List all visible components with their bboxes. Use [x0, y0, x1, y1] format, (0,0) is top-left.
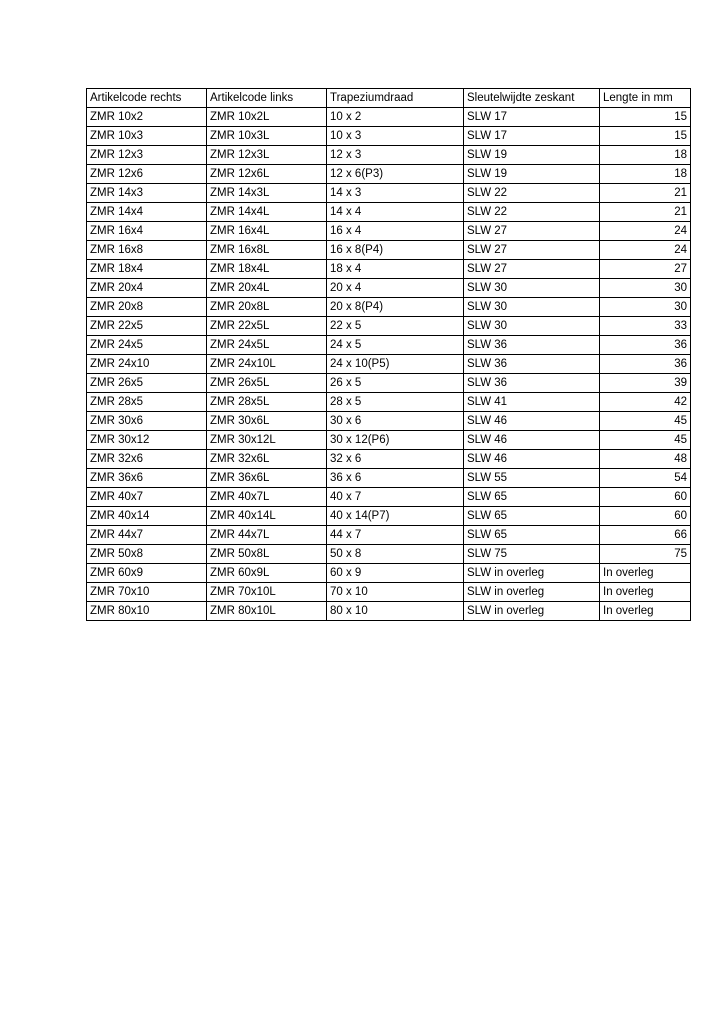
cell-sleutelwijdte: SLW 17: [464, 127, 600, 146]
cell-artikelcode-rechts: ZMR 40x7: [87, 488, 207, 507]
table-row: [87, 583, 691, 602]
cell-sleutelwijdte: SLW 30: [464, 279, 600, 298]
cell-trapeziumdraad: 30 x 6: [327, 412, 464, 431]
cell-artikelcode-rechts: ZMR 10x3: [87, 127, 207, 146]
table-row: [87, 127, 691, 146]
cell-artikelcode-rechts: ZMR 40x14: [87, 507, 207, 526]
cell-sleutelwijdte: SLW in overleg: [464, 583, 600, 602]
table-row: [87, 203, 691, 222]
table-body: [87, 108, 691, 621]
cell-artikelcode-rechts: ZMR 22x5: [87, 317, 207, 336]
cell-lengte: 24: [600, 241, 691, 260]
cell-artikelcode-links: ZMR 24x10L: [207, 355, 327, 374]
cell-trapeziumdraad: 32 x 6: [327, 450, 464, 469]
cell-lengte: 66: [600, 526, 691, 545]
cell-trapeziumdraad: 24 x 10(P5): [327, 355, 464, 374]
cell-artikelcode-rechts: ZMR 20x4: [87, 279, 207, 298]
cell-trapeziumdraad: 80 x 10: [327, 602, 464, 621]
cell-trapeziumdraad: 10 x 3: [327, 127, 464, 146]
cell-lengte: 60: [600, 507, 691, 526]
cell-sleutelwijdte: SLW 22: [464, 184, 600, 203]
cell-artikelcode-rechts: ZMR 18x4: [87, 260, 207, 279]
cell-sleutelwijdte: SLW 30: [464, 317, 600, 336]
cell-trapeziumdraad: 22 x 5: [327, 317, 464, 336]
cell-artikelcode-rechts: ZMR 14x3: [87, 184, 207, 203]
table-row: [87, 146, 691, 165]
cell-lengte: 39: [600, 374, 691, 393]
cell-lengte: 45: [600, 431, 691, 450]
cell-artikelcode-rechts: ZMR 24x10: [87, 355, 207, 374]
cell-trapeziumdraad: 26 x 5: [327, 374, 464, 393]
cell-artikelcode-links: ZMR 60x9L: [207, 564, 327, 583]
table-row: [87, 412, 691, 431]
cell-sleutelwijdte: SLW 27: [464, 222, 600, 241]
cell-artikelcode-rechts: ZMR 12x6: [87, 165, 207, 184]
header-trapeziumdraad: Trapeziumdraad: [327, 89, 464, 108]
cell-artikelcode-links: ZMR 32x6L: [207, 450, 327, 469]
cell-sleutelwijdte: SLW 27: [464, 260, 600, 279]
header-lengte: Lengte in mm: [600, 89, 691, 108]
cell-artikelcode-links: ZMR 12x6L: [207, 165, 327, 184]
cell-sleutelwijdte: SLW 65: [464, 526, 600, 545]
cell-artikelcode-rechts: ZMR 16x8: [87, 241, 207, 260]
cell-lengte: 36: [600, 336, 691, 355]
cell-lengte: 36: [600, 355, 691, 374]
cell-lengte: 18: [600, 165, 691, 184]
cell-artikelcode-links: ZMR 30x12L: [207, 431, 327, 450]
cell-lengte: In overleg: [600, 602, 691, 621]
cell-trapeziumdraad: 36 x 6: [327, 469, 464, 488]
cell-sleutelwijdte: SLW 36: [464, 355, 600, 374]
cell-trapeziumdraad: 28 x 5: [327, 393, 464, 412]
cell-artikelcode-links: ZMR 50x8L: [207, 545, 327, 564]
cell-lengte: 18: [600, 146, 691, 165]
cell-artikelcode-links: ZMR 12x3L: [207, 146, 327, 165]
cell-trapeziumdraad: 16 x 4: [327, 222, 464, 241]
cell-artikelcode-rechts: ZMR 60x9: [87, 564, 207, 583]
cell-lengte: 15: [600, 108, 691, 127]
table-row: [87, 450, 691, 469]
table-header: [87, 89, 691, 108]
cell-trapeziumdraad: 44 x 7: [327, 526, 464, 545]
cell-trapeziumdraad: 20 x 4: [327, 279, 464, 298]
table-row: [87, 184, 691, 203]
cell-sleutelwijdte: SLW 30: [464, 298, 600, 317]
cell-artikelcode-links: ZMR 14x4L: [207, 203, 327, 222]
cell-lengte: 30: [600, 298, 691, 317]
cell-sleutelwijdte: SLW 55: [464, 469, 600, 488]
cell-artikelcode-rechts: ZMR 50x8: [87, 545, 207, 564]
cell-artikelcode-rechts: ZMR 36x6: [87, 469, 207, 488]
cell-trapeziumdraad: 50 x 8: [327, 545, 464, 564]
table-row: [87, 526, 691, 545]
cell-artikelcode-links: ZMR 10x3L: [207, 127, 327, 146]
cell-trapeziumdraad: 70 x 10: [327, 583, 464, 602]
cell-artikelcode-rechts: ZMR 10x2: [87, 108, 207, 127]
cell-sleutelwijdte: SLW 65: [464, 507, 600, 526]
cell-trapeziumdraad: 20 x 8(P4): [327, 298, 464, 317]
cell-trapeziumdraad: 10 x 2: [327, 108, 464, 127]
cell-sleutelwijdte: SLW 36: [464, 336, 600, 355]
cell-artikelcode-rechts: ZMR 32x6: [87, 450, 207, 469]
cell-sleutelwijdte: SLW 36: [464, 374, 600, 393]
cell-artikelcode-rechts: ZMR 26x5: [87, 374, 207, 393]
cell-artikelcode-rechts: ZMR 30x6: [87, 412, 207, 431]
cell-artikelcode-rechts: ZMR 70x10: [87, 583, 207, 602]
cell-sleutelwijdte: SLW 22: [464, 203, 600, 222]
cell-sleutelwijdte: SLW in overleg: [464, 602, 600, 621]
cell-trapeziumdraad: 12 x 6(P3): [327, 165, 464, 184]
table-row: [87, 393, 691, 412]
cell-artikelcode-links: ZMR 70x10L: [207, 583, 327, 602]
cell-artikelcode-rechts: ZMR 44x7: [87, 526, 207, 545]
cell-artikelcode-rechts: ZMR 14x4: [87, 203, 207, 222]
table-row: [87, 336, 691, 355]
cell-sleutelwijdte: SLW 19: [464, 146, 600, 165]
cell-lengte: In overleg: [600, 564, 691, 583]
table-row: [87, 260, 691, 279]
table-row: [87, 222, 691, 241]
cell-sleutelwijdte: SLW 75: [464, 545, 600, 564]
cell-artikelcode-links: ZMR 22x5L: [207, 317, 327, 336]
cell-lengte: 54: [600, 469, 691, 488]
cell-artikelcode-rechts: ZMR 28x5: [87, 393, 207, 412]
cell-sleutelwijdte: SLW 65: [464, 488, 600, 507]
cell-trapeziumdraad: 18 x 4: [327, 260, 464, 279]
cell-artikelcode-links: ZMR 20x8L: [207, 298, 327, 317]
cell-artikelcode-rechts: ZMR 12x3: [87, 146, 207, 165]
header-sleutelwijdte: Sleutelwijdte zeskant: [464, 89, 600, 108]
cell-artikelcode-links: ZMR 44x7L: [207, 526, 327, 545]
cell-artikelcode-links: ZMR 80x10L: [207, 602, 327, 621]
cell-artikelcode-links: ZMR 36x6L: [207, 469, 327, 488]
cell-trapeziumdraad: 30 x 12(P6): [327, 431, 464, 450]
cell-artikelcode-rechts: ZMR 24x5: [87, 336, 207, 355]
cell-trapeziumdraad: 12 x 3: [327, 146, 464, 165]
cell-lengte: 48: [600, 450, 691, 469]
cell-artikelcode-links: ZMR 18x4L: [207, 260, 327, 279]
cell-artikelcode-rechts: ZMR 20x8: [87, 298, 207, 317]
cell-trapeziumdraad: 16 x 8(P4): [327, 241, 464, 260]
cell-artikelcode-links: ZMR 40x14L: [207, 507, 327, 526]
header-artikelcode-rechts: Artikelcode rechts: [87, 89, 207, 108]
cell-sleutelwijdte: SLW 46: [464, 412, 600, 431]
cell-trapeziumdraad: 24 x 5: [327, 336, 464, 355]
table-row: [87, 564, 691, 583]
cell-sleutelwijdte: SLW in overleg: [464, 564, 600, 583]
cell-lengte: 75: [600, 545, 691, 564]
table-row: [87, 241, 691, 260]
cell-lengte: 45: [600, 412, 691, 431]
table-row: [87, 602, 691, 621]
table-row: [87, 317, 691, 336]
table-row: [87, 108, 691, 127]
table-row: [87, 431, 691, 450]
cell-artikelcode-links: ZMR 28x5L: [207, 393, 327, 412]
cell-artikelcode-links: ZMR 24x5L: [207, 336, 327, 355]
cell-artikelcode-links: ZMR 26x5L: [207, 374, 327, 393]
table-row: [87, 165, 691, 184]
cell-artikelcode-links: ZMR 14x3L: [207, 184, 327, 203]
cell-lengte: In overleg: [600, 583, 691, 602]
cell-sleutelwijdte: SLW 41: [464, 393, 600, 412]
cell-artikelcode-rechts: ZMR 30x12: [87, 431, 207, 450]
product-spec-table: [86, 88, 691, 621]
cell-lengte: 30: [600, 279, 691, 298]
cell-sleutelwijdte: SLW 46: [464, 450, 600, 469]
cell-artikelcode-links: ZMR 30x6L: [207, 412, 327, 431]
cell-lengte: 24: [600, 222, 691, 241]
cell-sleutelwijdte: SLW 27: [464, 241, 600, 260]
cell-artikelcode-links: ZMR 16x8L: [207, 241, 327, 260]
table-row: [87, 545, 691, 564]
cell-trapeziumdraad: 60 x 9: [327, 564, 464, 583]
table-row: [87, 488, 691, 507]
table-row: [87, 374, 691, 393]
cell-trapeziumdraad: 14 x 4: [327, 203, 464, 222]
cell-lengte: 42: [600, 393, 691, 412]
cell-sleutelwijdte: SLW 46: [464, 431, 600, 450]
cell-lengte: 27: [600, 260, 691, 279]
table-row: [87, 355, 691, 374]
table-row: [87, 298, 691, 317]
cell-artikelcode-links: ZMR 10x2L: [207, 108, 327, 127]
cell-artikelcode-rechts: ZMR 80x10: [87, 602, 207, 621]
cell-lengte: 21: [600, 184, 691, 203]
header-row: [87, 89, 691, 108]
table-row: [87, 279, 691, 298]
cell-lengte: 60: [600, 488, 691, 507]
header-artikelcode-links: Artikelcode links: [207, 89, 327, 108]
cell-lengte: 21: [600, 203, 691, 222]
cell-lengte: 15: [600, 127, 691, 146]
cell-sleutelwijdte: SLW 17: [464, 108, 600, 127]
cell-artikelcode-links: ZMR 20x4L: [207, 279, 327, 298]
table-row: [87, 507, 691, 526]
cell-trapeziumdraad: 40 x 7: [327, 488, 464, 507]
cell-trapeziumdraad: 14 x 3: [327, 184, 464, 203]
cell-artikelcode-links: ZMR 40x7L: [207, 488, 327, 507]
cell-lengte: 33: [600, 317, 691, 336]
cell-trapeziumdraad: 40 x 14(P7): [327, 507, 464, 526]
cell-artikelcode-rechts: ZMR 16x4: [87, 222, 207, 241]
cell-artikelcode-links: ZMR 16x4L: [207, 222, 327, 241]
cell-sleutelwijdte: SLW 19: [464, 165, 600, 184]
table-row: [87, 469, 691, 488]
